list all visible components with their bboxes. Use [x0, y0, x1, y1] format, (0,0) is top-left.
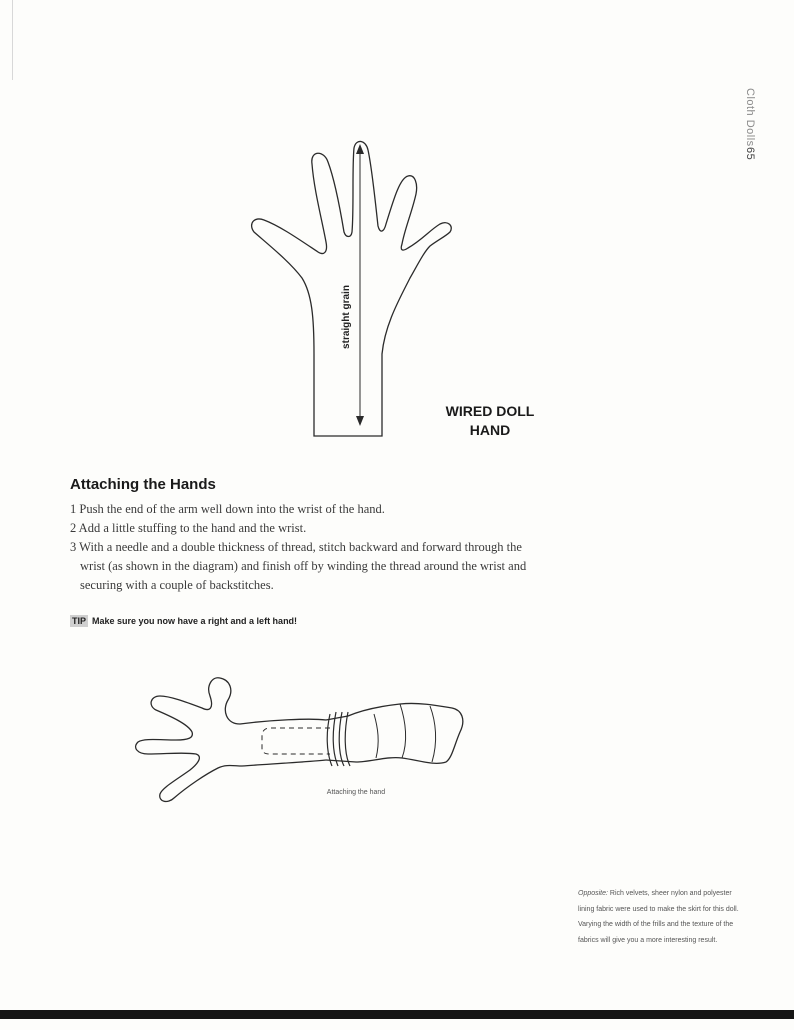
attaching-hand-diagram: [130, 662, 475, 807]
grain-arrowhead-bottom: [356, 416, 364, 426]
figure-title-line-2: HAND: [469, 422, 511, 438]
photo-caption-label: Opposite:: [578, 890, 608, 897]
grain-arrowhead-top: [356, 144, 364, 154]
thread-wrap: [333, 712, 338, 766]
section-heading: Attaching the Hands: [70, 476, 216, 493]
grain-label: straight grain: [341, 285, 352, 349]
instruction-step: 1 Push the end of the arm well down into the wrist of the hand.: [70, 502, 385, 516]
arm-hand-outline: [136, 678, 326, 802]
page-bottom-edge: [0, 1010, 794, 1019]
tip-text: Make sure you now have a right and a left hand!: [92, 616, 298, 626]
figure-caption: Attaching the hand: [326, 789, 386, 796]
instruction-list: [70, 500, 550, 595]
thread-wrap: [327, 714, 332, 766]
figure-title-line-1: WIRED DOLL: [445, 403, 535, 419]
sleeve-fold: [430, 706, 436, 762]
photo-caption: [578, 886, 748, 948]
running-head-title: Cloth Dolls: [744, 88, 756, 147]
inserted-arm-dashed: [262, 728, 330, 754]
instruction-step: 3 With a needle and a double thickness of thread, stitch backward and forward through the wrist (as shown in the diagram) and finish off by winding the thread around the wrist and securing with a couple of backstitches.: [70, 540, 527, 592]
sleeve-fold: [374, 714, 378, 758]
instruction-step: 2 Add a little stuffing to the hand and the wrist.: [70, 521, 307, 535]
photo-caption-text: Rich velvets, sheer nylon and polyester lining fabric were used to make the skirt for this doll. Varying the width of the frills and the texture of the fabrics will give you a more interesting result.: [578, 890, 739, 944]
running-head: [736, 88, 756, 168]
tip-callout: [70, 616, 297, 626]
tip-badge: TIP: [72, 616, 87, 626]
page-edge-line: [12, 0, 13, 80]
thread-wrap: [345, 712, 350, 766]
page-number: 65: [744, 146, 756, 160]
figure-title: [430, 402, 550, 440]
thread-wrap: [339, 712, 344, 766]
sleeve-fold: [400, 704, 406, 758]
